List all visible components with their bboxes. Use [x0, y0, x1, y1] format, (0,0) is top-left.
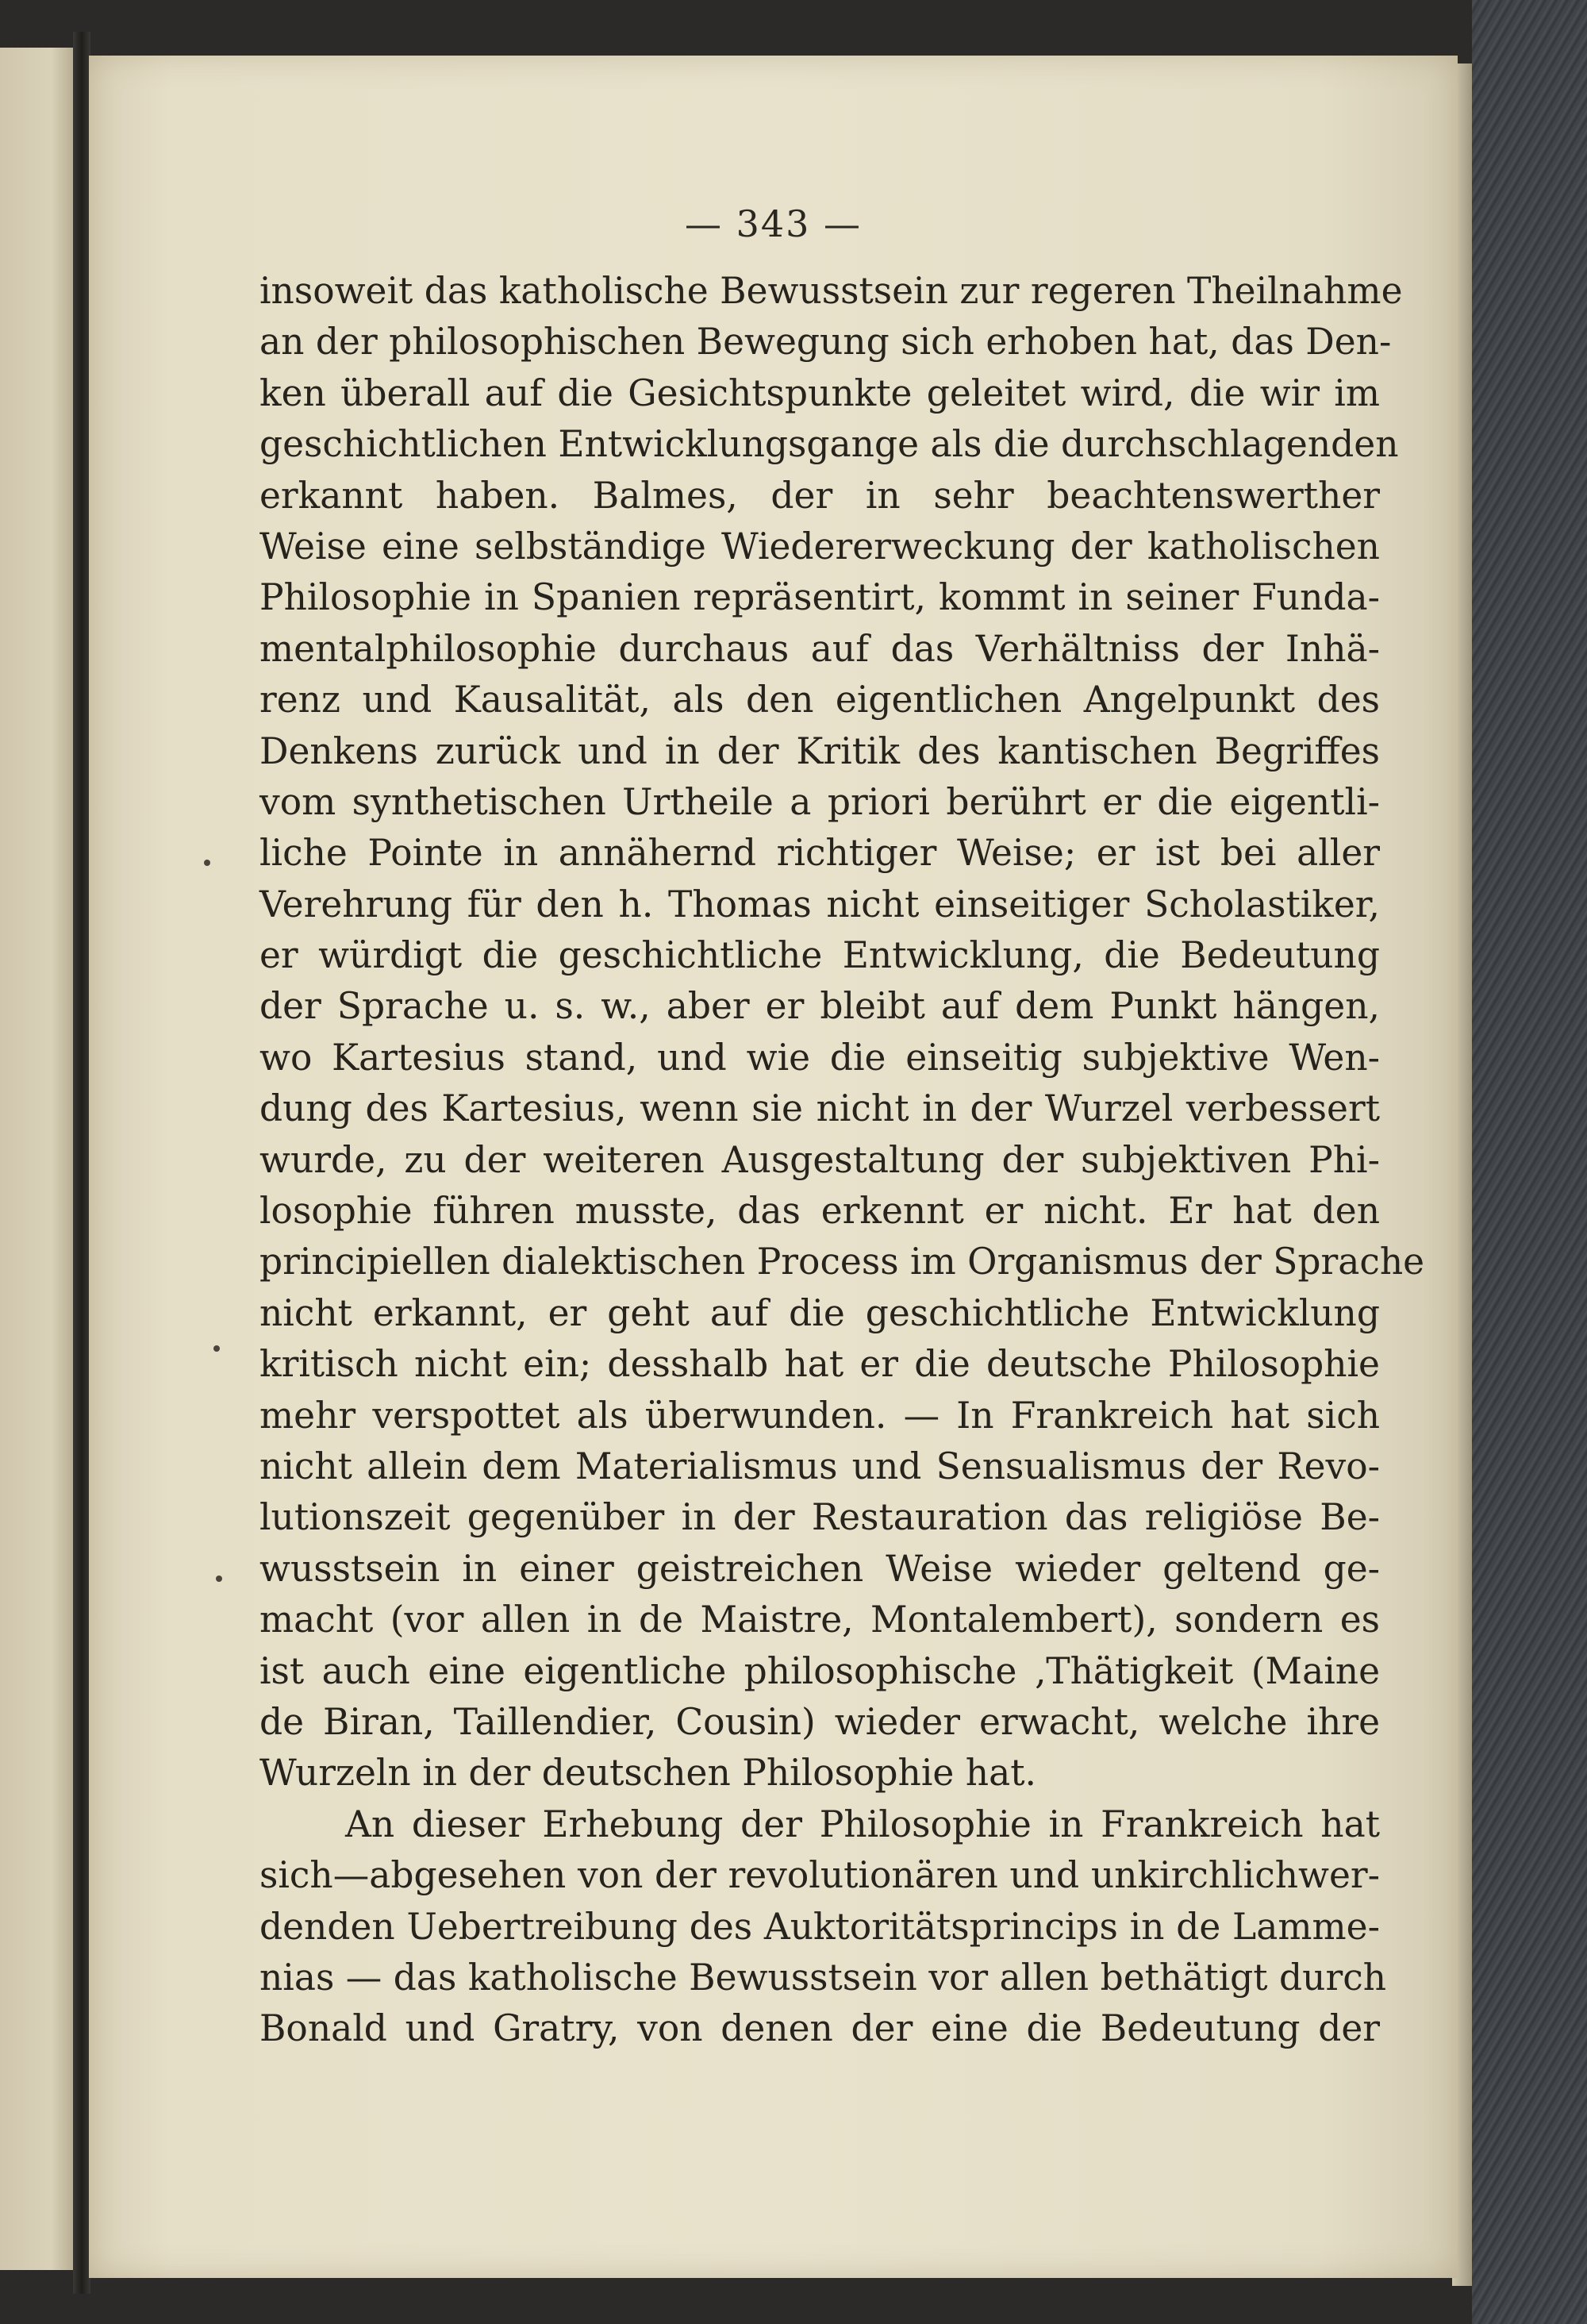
text-line: Denkens zurück und in der Kritik des kantischen Begriffes: [259, 729, 1380, 772]
text-line: erkannt haben. Balmes, der in sehr beachtenswerther: [259, 474, 1380, 517]
text-line: sich—abgesehen von der revolutionären und unkirchlichwer-: [259, 1854, 1380, 1897]
body-text: [259, 266, 1425, 2055]
paragraph-2: [259, 1799, 1387, 2055]
text-line: ist auch eine eigentliche philosophische ‚Thätigkeit (Maine: [259, 1649, 1380, 1692]
text-line: wurde, zu der weiteren Ausgestaltung der subjektiven Phi-: [259, 1138, 1380, 1181]
text-line: nicht allein dem Materialismus und Sensualismus der Revo-: [259, 1445, 1380, 1487]
left-facing-page-edge: [0, 48, 73, 2270]
text-line: An dieser Erhebung der Philosophie in Frankreich hat: [345, 1803, 1380, 1845]
paragraph-1: [259, 266, 1425, 1799]
book-cover-binding: [1472, 0, 1587, 2324]
text-line: renz und Kausalität, als den eigentlichen Angelpunkt des: [259, 679, 1380, 721]
text-line: wusstsein in einer geistreichen Weise wieder geltend ge-: [259, 1547, 1380, 1590]
text-line: Philosophie in Spanien repräsentirt, kommt in seiner Funda-: [259, 576, 1380, 619]
text-line: nias — das katholische Bewusstsein vor allen bethätigt durch: [259, 1956, 1387, 1999]
page-number: — 343 —: [684, 202, 863, 245]
text-line: liche Pointe in annähernd richtiger Weise; er ist bei aller: [259, 832, 1380, 875]
text-line: nicht erkannt, er geht auf die geschichtliche Entwicklung: [259, 1291, 1380, 1334]
text-line: lutionszeit gegenüber in der Restauration das religiöse Be-: [259, 1496, 1380, 1539]
book-page: [89, 56, 1458, 2278]
text-line: kritisch nicht ein; desshalb hat er die deutsche Philosophie: [259, 1343, 1380, 1386]
book-gutter: [73, 32, 90, 2294]
text-line: ken überall auf die Gesichtspunkte geleitet wird, die wir im: [259, 371, 1380, 414]
text-line: principiellen dialektischen Process im Organismus der Sprache: [259, 1241, 1425, 1283]
text-line: er würdigt die geschichtliche Entwicklung, die Bedeutung: [259, 934, 1380, 977]
text-line: losophie führen musste, das erkennt er nicht. Er hat den: [259, 1190, 1380, 1233]
text-line: Verehrung für den h. Thomas nicht einseitiger Scholastiker,: [259, 883, 1380, 925]
text-line: geschichtlichen Entwicklungsgange als die durchschlagenden: [259, 423, 1399, 466]
text-line: dung des Kartesius, wenn sie nicht in der Wurzel verbessert: [259, 1087, 1380, 1130]
margin-speck: [216, 1576, 222, 1582]
text-line: mehr verspottet als überwunden. — In Frankreich hat sich: [259, 1394, 1380, 1437]
text-line: vom synthetischen Urtheile a priori berührt er die eigentli-: [259, 780, 1380, 823]
text-line: an der philosophischen Bewegung sich erhoben hat, das Den-: [259, 321, 1392, 364]
text-line: wo Kartesius stand, und wie die einseitig subjektive Wen-: [259, 1036, 1380, 1079]
text-line: der Sprache u. s. w., aber er bleibt auf dem Punkt hängen,: [259, 985, 1380, 1028]
text-line: denden Uebertreibung des Auktoritätsprincips in de Lamme-: [259, 1905, 1380, 1948]
text-line: macht (vor allen in de Maistre, Montalembert), sondern es: [259, 1599, 1380, 1641]
text-line: insoweit das katholische Bewusstsein zur regeren Theilnahme: [259, 270, 1403, 312]
text-line: mentalphilosophie durchaus auf das Verhältniss der Inhä-: [259, 627, 1380, 670]
margin-speck: [204, 860, 210, 866]
text-line: Wurzeln in der deutschen Philosophie hat.: [259, 1752, 1036, 1795]
text-line: Bonald und Gratry, von denen der eine die Bedeutung der: [259, 2007, 1380, 2050]
text-line: de Biran, Taillendier, Cousin) wieder erwacht, welche ihre: [259, 1700, 1380, 1743]
margin-speck: [213, 1345, 220, 1352]
text-line: Weise eine selbständige Wiedererweckung der katholischen: [259, 525, 1380, 568]
